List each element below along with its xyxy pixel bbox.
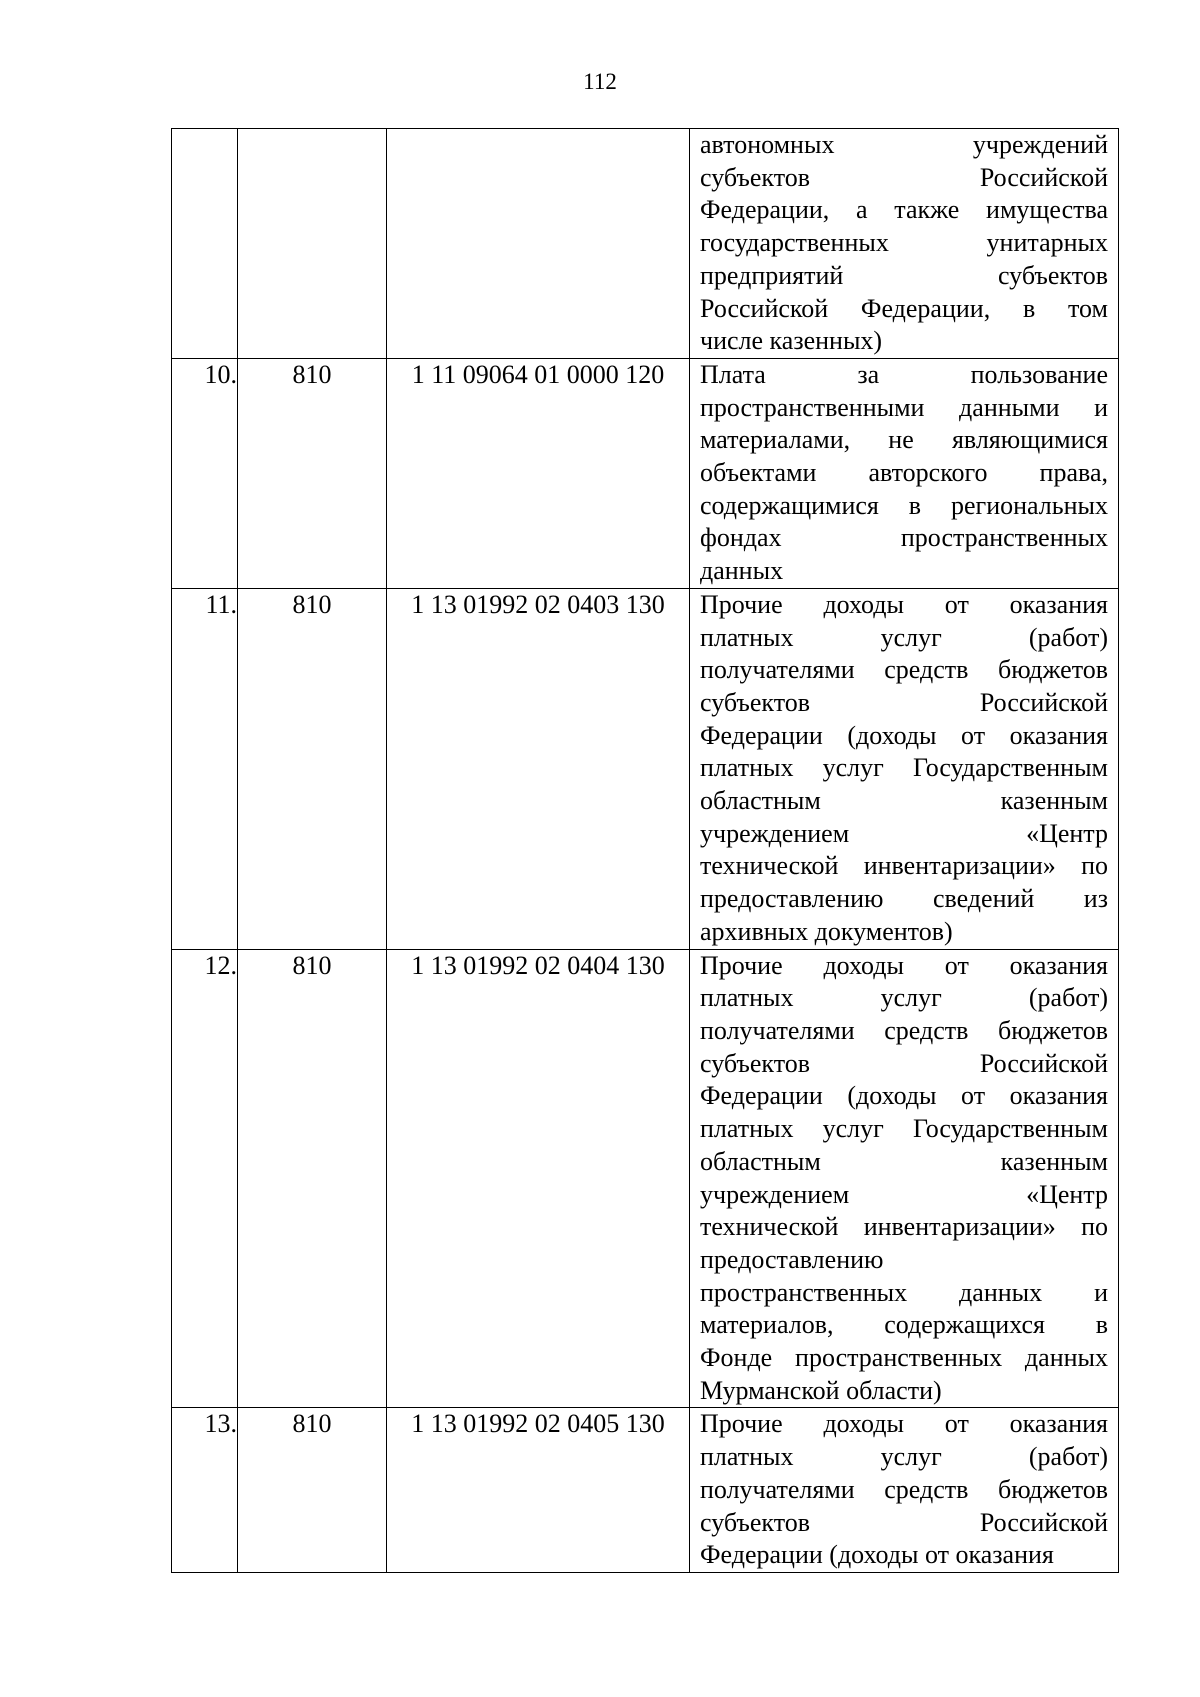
budget-classification-code-cell: 1 11 09064 01 0000 120 <box>387 358 690 588</box>
budget-classification-code-cell: 1 13 01992 02 0405 130 <box>387 1408 690 1573</box>
revenue-name-line: числе казенных) <box>700 326 883 356</box>
revenue-name-line: данных <box>700 556 784 586</box>
revenue-name-line: Прочие доходы от оказания <box>700 1409 1108 1439</box>
revenue-name-line: материалов, содержащихся в <box>700 1310 1108 1340</box>
administrator-code-cell <box>238 129 387 359</box>
administrator-code-cell: 810 <box>238 949 387 1408</box>
revenue-name-line: Российской Федерации, в том <box>700 293 1108 323</box>
revenue-name-line: субъектов Российской <box>700 162 1108 192</box>
revenue-name-line: архивных документов) <box>700 916 953 946</box>
administrator-code-cell: 810 <box>238 1408 387 1573</box>
revenue-name-line: материалами, не являющимися <box>700 425 1108 455</box>
row-number-cell <box>172 129 238 359</box>
revenue-name-line: платных услуг Государственным <box>700 753 1108 783</box>
administrator-code-cell: 810 <box>238 358 387 588</box>
revenue-name-line: платных услуг (работ) <box>700 1442 1108 1472</box>
revenue-name-line: автономных учреждений <box>700 130 1108 159</box>
table-row <box>172 1408 1119 1573</box>
revenue-name-line: получателями средств бюджетов <box>700 1015 1108 1045</box>
budget-classification-code-cell: 1 13 01992 02 0404 130 <box>387 949 690 1408</box>
revenue-name-line: предоставлению сведений из <box>700 884 1108 914</box>
row-number-cell: 12. <box>172 949 238 1408</box>
row-number-cell: 13. <box>172 1408 238 1573</box>
revenue-name-line: Федерации (доходы от оказания <box>700 1540 1054 1570</box>
revenue-name-cell <box>690 588 1119 949</box>
revenue-name-line: платных услуг (работ) <box>700 622 1108 652</box>
revenue-name-line: предприятий субъектов <box>700 260 1108 290</box>
revenue-name-line: Мурманской области) <box>700 1375 942 1405</box>
row-number-cell: 11. <box>172 588 238 949</box>
revenue-name-line: платных услуг (работ) <box>700 983 1108 1013</box>
revenue-name-cell <box>690 949 1119 1408</box>
revenue-name-line: пространственных данных и <box>700 1277 1108 1307</box>
revenue-name-line: Плата за пользование <box>700 359 1108 389</box>
revenue-name-line: Фонде пространственных данных <box>700 1343 1108 1373</box>
revenue-name-line: субъектов Российской <box>700 687 1108 717</box>
budget-classification-code-cell <box>387 129 690 359</box>
revenue-name-line: субъектов Российской <box>700 1048 1108 1078</box>
revenue-name-cell <box>690 1408 1119 1573</box>
revenue-name-line: Федерации, а также имущества <box>700 195 1108 225</box>
revenue-name-cell <box>690 129 1119 359</box>
table-row <box>172 129 1119 359</box>
table-body <box>172 129 1119 1573</box>
revenue-name-line: пространственными данными и <box>700 392 1108 422</box>
table-row <box>172 588 1119 949</box>
revenue-name-line: объектами авторского права, <box>700 458 1108 488</box>
revenue-name-line: Прочие доходы от оказания <box>700 589 1108 619</box>
revenue-name-line: содержащимися в региональных <box>700 490 1108 520</box>
revenue-name-line: технической инвентаризации» по <box>700 851 1108 881</box>
revenue-name-cell <box>690 358 1119 588</box>
row-number-cell: 10. <box>172 358 238 588</box>
revenue-name-line: Федерации (доходы от оказания <box>700 720 1108 750</box>
revenue-name-line: получателями средств бюджетов <box>700 1474 1108 1504</box>
revenue-name-line: фондах пространственных <box>700 523 1108 553</box>
revenue-name-line: областным казенным <box>700 1146 1108 1176</box>
revenue-name-line: областным казенным <box>700 786 1108 816</box>
revenue-name-line: технической инвентаризации» по <box>700 1212 1108 1242</box>
revenue-name-line: предоставлению <box>700 1244 884 1274</box>
revenue-name-line: учреждением «Центр <box>700 1179 1108 1209</box>
revenue-name-line: государственных унитарных <box>700 228 1108 258</box>
revenue-name-line: платных услуг Государственным <box>700 1114 1108 1144</box>
revenue-codes-table <box>171 128 1119 1573</box>
revenue-name-line: Федерации (доходы от оказания <box>700 1081 1108 1111</box>
revenue-name-line: получателями средств бюджетов <box>700 655 1108 685</box>
page-number: 112 <box>583 69 617 94</box>
revenue-name-line: субъектов Российской <box>700 1507 1108 1537</box>
table-row <box>172 358 1119 588</box>
budget-classification-code-cell: 1 13 01992 02 0403 130 <box>387 588 690 949</box>
revenue-name-line: Прочие доходы от оказания <box>700 950 1108 980</box>
revenue-name-line: учреждением «Центр <box>700 818 1108 848</box>
administrator-code-cell: 810 <box>238 588 387 949</box>
table-row <box>172 949 1119 1408</box>
